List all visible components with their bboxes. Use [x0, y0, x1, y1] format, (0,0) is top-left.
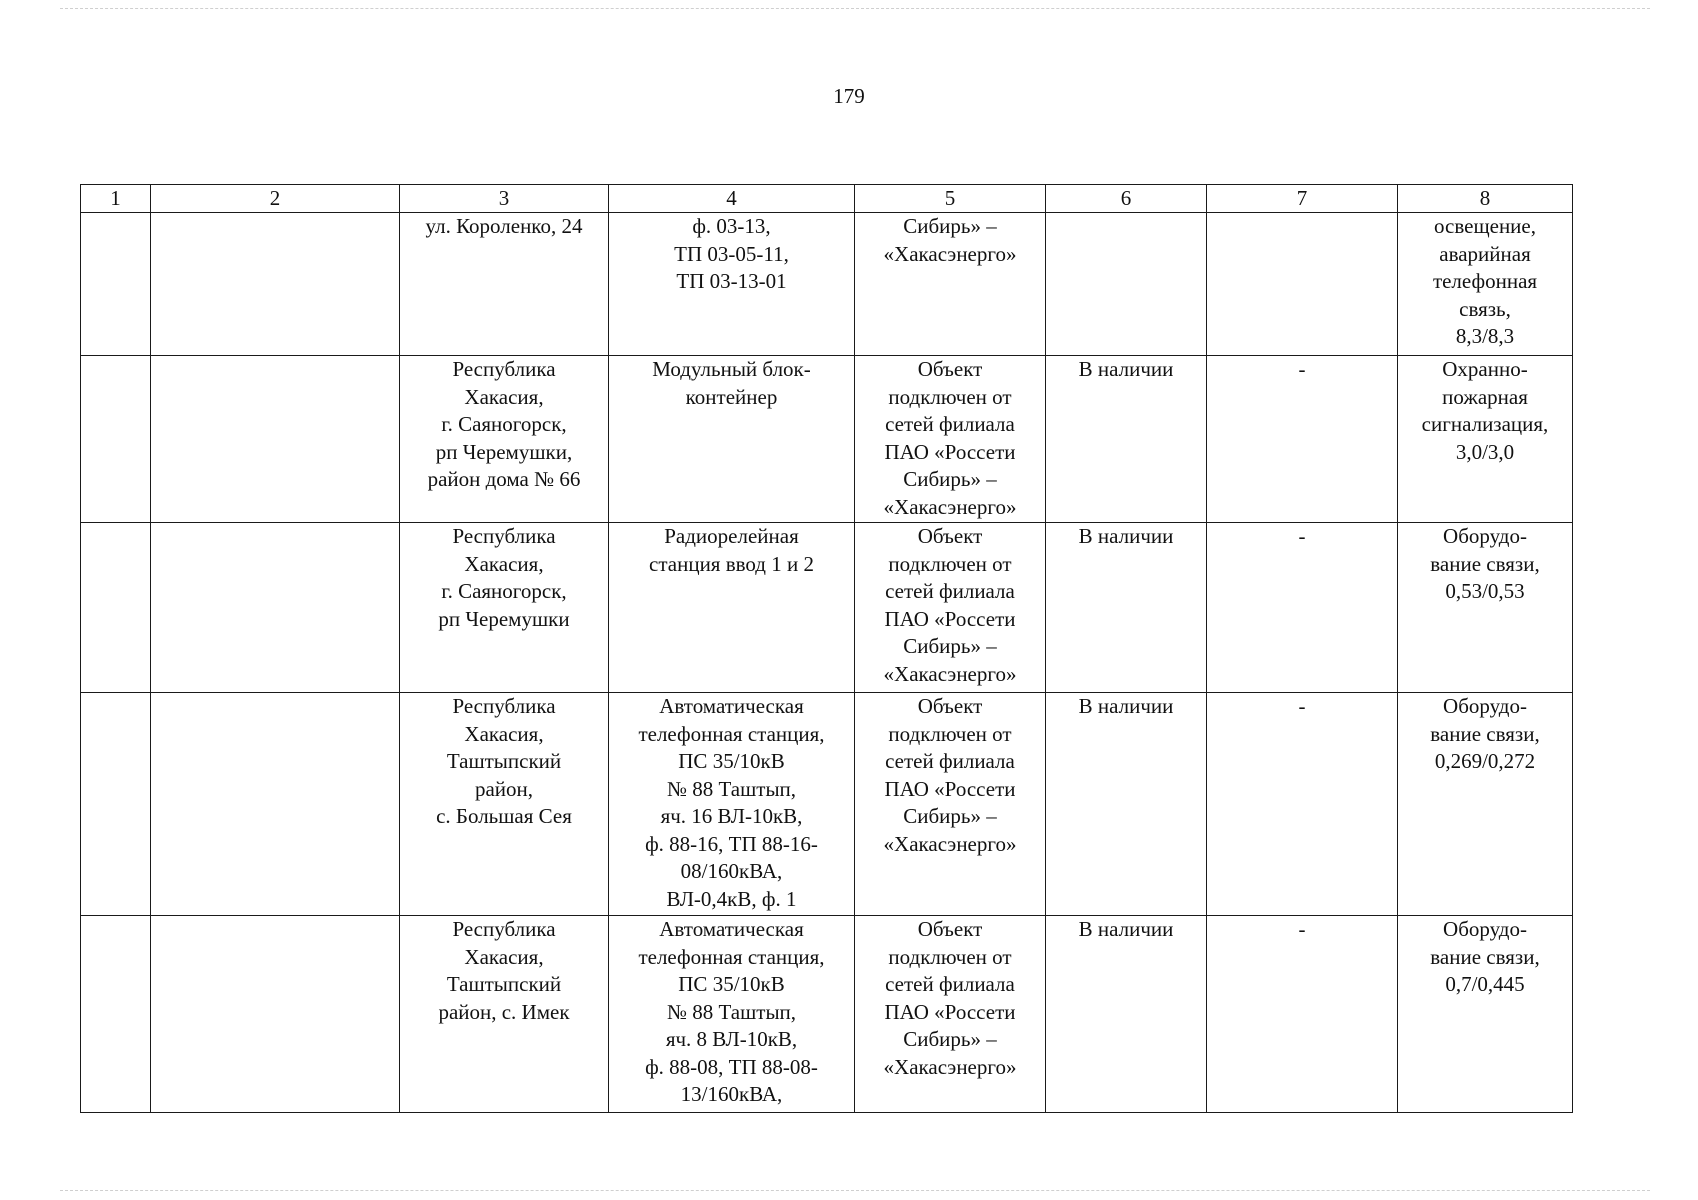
table-cell [1207, 213, 1398, 356]
table-cell [400, 693, 609, 916]
table-cell [151, 213, 400, 356]
table-cell [1207, 356, 1398, 523]
table-cell [609, 523, 855, 693]
table-cell [855, 356, 1046, 523]
cell-text: Радиорелейная станция ввод 1 и 2 [649, 524, 814, 576]
table-cell [400, 356, 609, 523]
cell-text: Объект подключен от сетей филиала ПАО «Россети Сибирь» – «Хакасэнерго» [883, 917, 1017, 1079]
cell-text: ф. 03-13, ТП 03-05-11, ТП 03-13-01 [674, 214, 789, 293]
cell-text: Сибирь» – «Хакасэнерго» [883, 214, 1017, 266]
table-cell [400, 916, 609, 1113]
table-header-row [81, 185, 1573, 213]
table-cell [609, 213, 855, 356]
table-row [81, 356, 1573, 523]
cell-text: освещение, аварийная телефонная связь, 8,3/8,3 [1432, 214, 1538, 348]
table-cell [855, 916, 1046, 1113]
table-cell [81, 916, 151, 1113]
cell-text: Автоматическая телефонная станция, ПС 35/10кВ № 88 Таштып, яч. 16 ВЛ-10кВ, ф. 88-16, ТП 88-16- 08/160кВА, ВЛ-0,4кВ, ф. 1 [638, 694, 825, 911]
table-cell [81, 693, 151, 916]
column-header-8: 8 [1398, 185, 1573, 213]
cell-text: В наличии [1078, 917, 1174, 941]
cell-text: Республика Хакасия, Таштыпский район, с. Большая Сея [436, 694, 572, 828]
cell-text: - [1298, 524, 1306, 548]
table-cell [151, 693, 400, 916]
table-cell [151, 523, 400, 693]
table-row [81, 523, 1573, 693]
table-cell [151, 916, 400, 1113]
column-header-3: 3 [400, 185, 609, 213]
cell-text: В наличии [1078, 357, 1174, 381]
table-cell [400, 213, 609, 356]
column-header-5: 5 [855, 185, 1046, 213]
table-cell [81, 213, 151, 356]
table-cell [609, 916, 855, 1113]
cell-text: В наличии [1078, 694, 1174, 718]
column-header-1: 1 [81, 185, 151, 213]
data-table [80, 184, 1573, 1113]
scan-edge-bottom [60, 1190, 1650, 1191]
cell-text: ул. Короленко, 24 [425, 214, 583, 238]
cell-text: Объект подключен от сетей филиала ПАО «Россети Сибирь» – «Хакасэнерго» [883, 694, 1017, 856]
table-cell [1398, 356, 1573, 523]
table-cell [1398, 523, 1573, 693]
cell-text: Оборудо- вание связи, 0,7/0,445 [1430, 917, 1540, 996]
cell-text: Модульный блок- контейнер [652, 357, 811, 409]
table-cell [1046, 916, 1207, 1113]
table-cell [1046, 356, 1207, 523]
column-header-6: 6 [1046, 185, 1207, 213]
table-cell [855, 523, 1046, 693]
table-cell [1207, 523, 1398, 693]
table-cell [400, 523, 609, 693]
cell-text: Объект подключен от сетей филиала ПАО «Россети Сибирь» – «Хакасэнерго» [883, 524, 1017, 686]
table-cell [609, 356, 855, 523]
table-cell [1046, 213, 1207, 356]
table-row [81, 213, 1573, 356]
table-cell [1398, 693, 1573, 916]
table-cell [1046, 693, 1207, 916]
table-cell [855, 693, 1046, 916]
table-row [81, 693, 1573, 916]
cell-text: Республика Хакасия, Таштыпский район, с. Имек [438, 917, 570, 1024]
cell-text: В наличии [1078, 524, 1174, 548]
table-cell [1398, 213, 1573, 356]
table-cell [81, 523, 151, 693]
cell-text: Автоматическая телефонная станция, ПС 35/10кВ № 88 Таштып, яч. 8 ВЛ-10кВ, ф. 88-08, ТП 88-08- 13/160кВА, [638, 917, 825, 1106]
cell-text: Республика Хакасия, г. Саяногорск, рп Черемушки, район дома № 66 [427, 357, 581, 491]
table-row [81, 916, 1573, 1113]
cell-text: Оборудо- вание связи, 0,269/0,272 [1430, 694, 1540, 773]
cell-text: Оборудо- вание связи, 0,53/0,53 [1430, 524, 1540, 603]
cell-text: Объект подключен от сетей филиала ПАО «Россети Сибирь» – «Хакасэнерго» [883, 357, 1017, 519]
cell-text: - [1298, 917, 1306, 941]
cell-text: - [1298, 357, 1306, 381]
table-cell [1207, 916, 1398, 1113]
page-number: 179 [833, 84, 865, 108]
cell-text: - [1298, 694, 1306, 718]
table-cell [1207, 693, 1398, 916]
table-cell [81, 356, 151, 523]
column-header-2: 2 [151, 185, 400, 213]
table-cell [1046, 523, 1207, 693]
table-cell [609, 693, 855, 916]
column-header-4: 4 [609, 185, 855, 213]
table-cell [151, 356, 400, 523]
cell-text: Охранно- пожарная сигнализация, 3,0/3,0 [1421, 357, 1549, 464]
table-cell [1398, 916, 1573, 1113]
column-header-7: 7 [1207, 185, 1398, 213]
scan-edge-top [60, 8, 1650, 9]
cell-text: Республика Хакасия, г. Саяногорск, рп Черемушки [438, 524, 570, 631]
table-cell [855, 213, 1046, 356]
